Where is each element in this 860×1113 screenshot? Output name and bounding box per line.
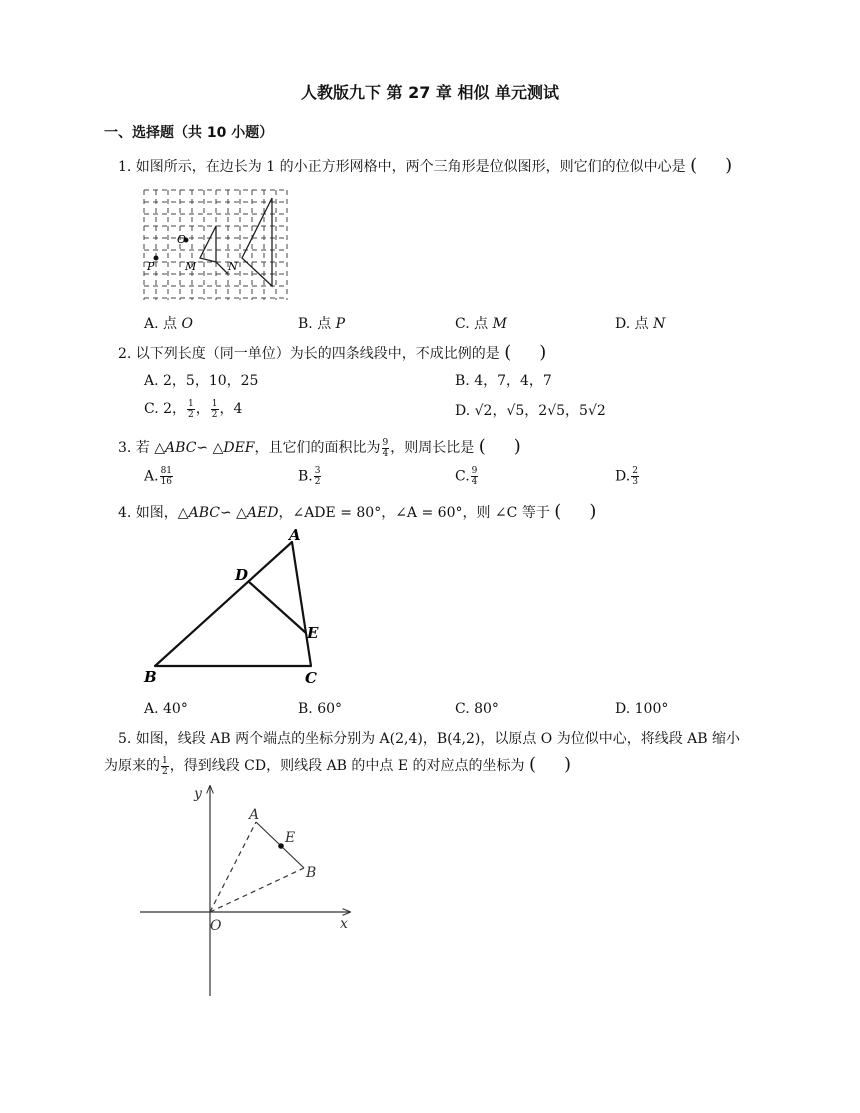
- question-5-line-1: 5. 如图，线段 AB 两个端点的坐标分别为 A(2,4)，B(4,2)，以原点 O 为位似中心，将线段 AB 缩小: [118, 731, 741, 747]
- page-title: 人教版九下 第 27 章 相似 单元测试: [300, 83, 560, 102]
- q2-option-b: B. 4，7，4，7: [455, 373, 552, 389]
- q1-option-b: B. 点 P: [298, 316, 346, 332]
- question-2-stem: 2. 以下列长度（同一单位）为长的四条线段中，不成比例的是: [118, 346, 500, 362]
- label-b: B: [306, 865, 317, 881]
- q4-option-d: D. 100°: [615, 701, 669, 717]
- q4-option-b: B. 60°: [298, 701, 343, 717]
- q3-option-d: D. $\frac{2}{3}$: [615, 466, 638, 487]
- q4-option-c: C. 80°: [455, 701, 499, 717]
- question-4: 4. 如图，△ABC∽ △AED，∠ADE = 80°，∠A = 60°，则 ∠C 等于 ( ): [118, 501, 597, 522]
- label-a: A: [249, 807, 260, 823]
- label-e: E: [307, 624, 319, 642]
- q2-option-d: D. √2，√5，2√5，5√2: [455, 403, 606, 419]
- section-heading: 一、选择题（共 10 小题）: [104, 125, 274, 141]
- question-1: [118, 155, 732, 176]
- triangle-abc: [155, 542, 311, 666]
- q3-option-b: B. $\frac{3}{2}$: [298, 466, 321, 487]
- q1-option-c: C. 点 M: [455, 316, 507, 332]
- dashed-oa: [210, 822, 256, 912]
- q3-option-c: C. $\frac{9}{4}$: [455, 466, 478, 487]
- segment-de: [248, 581, 306, 633]
- label-e: E: [285, 830, 296, 846]
- q2-option-a: A. 2，5，10，25: [144, 373, 259, 389]
- q4-triangle-figure: [140, 525, 340, 690]
- dashed-ob: [210, 868, 304, 912]
- label-o: O: [177, 233, 187, 246]
- question-2: 2. 以下列长度（同一单位）为长的四条线段中，不成比例的是 ( ): [118, 342, 547, 363]
- q3-option-a: A. $\frac{81}{16}$: [144, 466, 173, 487]
- answer-paren-open: (: [690, 155, 698, 176]
- question-1-stem: 1. 如图所示，在边长为 1 的小正方形网格中，两个三角形是位似图形，则它们的位似中心是: [118, 159, 686, 175]
- q5-coordinate-figure: [136, 782, 356, 1002]
- label-b: B: [144, 668, 157, 686]
- label-x: x: [340, 916, 348, 932]
- label-o: O: [210, 918, 222, 934]
- point-e: [278, 843, 284, 849]
- q4-option-a: A. 40°: [144, 701, 188, 717]
- label-p: P: [147, 260, 155, 273]
- question-3: 3. 若 △ABC∽ △DEF，且它们的面积比为 $\frac{9}{4}$ ，则周长比是 ( ): [118, 436, 521, 459]
- q2-option-c: C. 2， $\frac{1}{2}$ ， $\frac{1}{2}$ ，4: [144, 398, 243, 420]
- label-c: C: [305, 669, 317, 687]
- q1-option-a: A. 点 O: [144, 316, 193, 332]
- label-a: A: [289, 526, 301, 544]
- label-m: M: [185, 260, 197, 273]
- question-5-line-2: 为原来的 $\frac{1}{2}$ ，得到线段 CD，则线段 AB 的中点 E 的对应点的坐标为 ( ): [104, 754, 572, 777]
- large-triangle: [242, 198, 272, 286]
- label-n: N: [228, 260, 238, 273]
- q1-grid-figure: [141, 188, 291, 304]
- label-d: D: [235, 566, 249, 584]
- label-y: y: [194, 786, 202, 802]
- answer-paren-close: ): [725, 155, 733, 176]
- q1-option-d: D. 点 N: [615, 316, 666, 332]
